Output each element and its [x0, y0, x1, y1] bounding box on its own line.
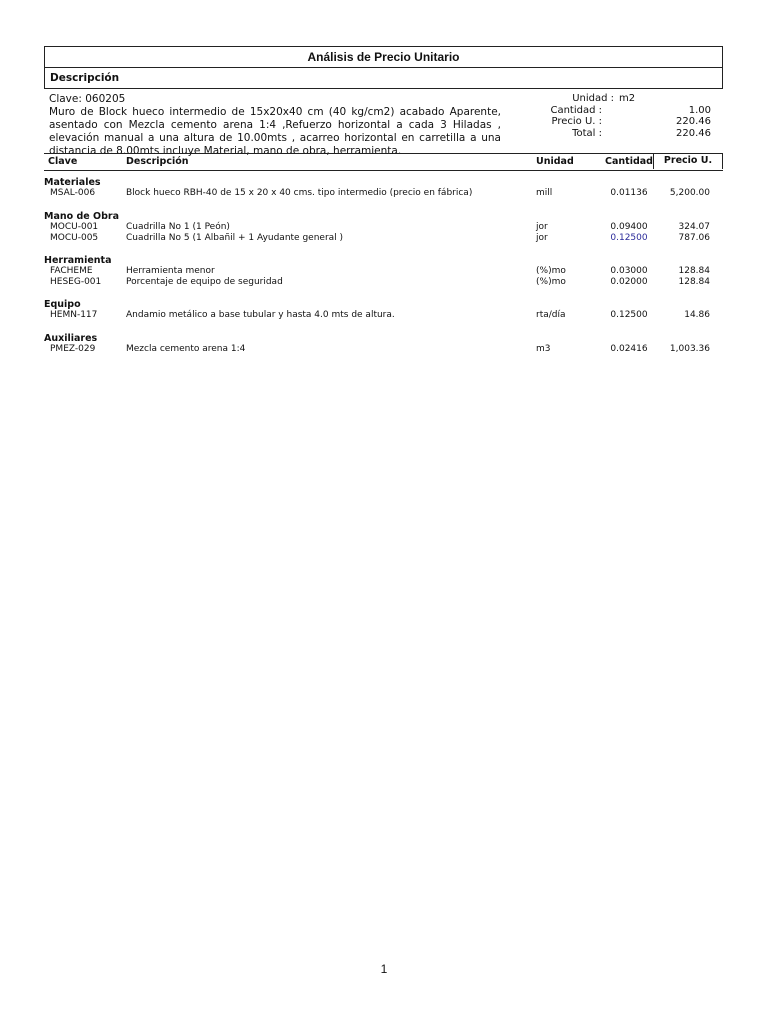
analysis-sheet	[44, 46, 723, 355]
table-row	[44, 310, 723, 321]
row-unidad: rta/día	[536, 310, 566, 320]
row-clave: HESEG-001	[50, 277, 102, 287]
row-unidad: (%)mo	[536, 277, 566, 287]
row-descripcion: Andamio metálico a base tubular y hasta 4.0 mts de altura.	[126, 310, 395, 320]
row-cantidad: 0.02000	[610, 277, 648, 287]
row-cantidad: 0.01136	[610, 188, 648, 198]
table-row	[44, 266, 723, 277]
summary-cantidad	[514, 105, 714, 117]
section-equipo	[44, 299, 723, 321]
row-descripcion: Cuadrilla No 1 (1 Peón)	[126, 222, 230, 232]
column-header-precio: Precio U.	[653, 153, 723, 169]
row-unidad: mill	[536, 188, 553, 198]
row-clave: FACHEME	[50, 266, 93, 276]
section-herramienta	[44, 255, 723, 288]
description-line: Muro de Block hueco intermedio de 15x20x40 cm (40 kg/cm2) acabado Aparente,	[49, 106, 501, 118]
row-descripcion: Block hueco RBH-40 de 15 x 20 x 40 cms. tipo intermedio (precio en fábrica)	[126, 188, 473, 198]
table-row	[44, 344, 723, 355]
section-title: Herramienta	[44, 255, 112, 266]
row-unidad: jor	[536, 233, 548, 243]
concept-header	[44, 89, 723, 157]
unidad-label: Unidad :	[572, 93, 614, 104]
unidad-value: m2	[619, 93, 636, 104]
row-unidad: jor	[536, 222, 548, 232]
column-header-descripcion: Descripción	[126, 156, 189, 167]
row-unidad: (%)mo	[536, 266, 566, 276]
summary-total	[514, 128, 714, 140]
row-precio: 787.06	[678, 233, 710, 243]
row-cantidad: 0.12500	[610, 233, 648, 243]
column-header-clave: Clave	[48, 156, 78, 167]
row-cantidad: 0.02416	[610, 344, 648, 354]
section-materiales	[44, 177, 723, 199]
concept-description	[49, 106, 501, 158]
section-mano-de-obra	[44, 211, 723, 244]
page-number: 1	[380, 962, 388, 976]
table-row	[44, 233, 723, 244]
column-header-cantidad: Cantidad	[605, 156, 653, 167]
row-precio: 1,003.36	[669, 344, 710, 354]
row-clave: HEMN-117	[50, 310, 98, 320]
section-title: Materiales	[44, 177, 101, 188]
description-line: elevación manual a una altura de 10.00mts , acarreo horizontal en carretilla a una	[49, 132, 501, 144]
concept-summary	[514, 93, 714, 139]
section-title: Equipo	[44, 299, 81, 310]
description-section-label: Descripción	[44, 68, 723, 89]
row-clave: MOCU-001	[50, 222, 99, 232]
total-value: 220.46	[676, 127, 711, 139]
summary-precio	[514, 116, 714, 128]
row-precio: 5,200.00	[669, 188, 710, 198]
summary-unidad	[514, 93, 714, 105]
row-precio: 128.84	[678, 277, 710, 287]
row-descripcion: Herramienta menor	[126, 266, 215, 276]
total-label: Total :	[572, 127, 602, 139]
row-cantidad: 0.09400	[610, 222, 648, 232]
precio-label: Precio U. :	[551, 116, 602, 127]
row-unidad: m3	[536, 344, 551, 354]
cantidad-label: Cantidad :	[550, 104, 602, 116]
precio-value: 220.46	[676, 116, 711, 127]
row-clave: PMEZ-029	[50, 344, 96, 354]
row-descripcion: Mezcla cemento arena 1:4	[126, 344, 246, 354]
row-precio: 14.86	[684, 310, 710, 320]
row-cantidad: 0.12500	[610, 310, 648, 320]
row-descripcion: Cuadrilla No 5 (1 Albañil + 1 Ayudante general )	[126, 233, 344, 243]
row-precio: 128.84	[678, 266, 710, 276]
row-precio: 324.07	[678, 222, 710, 232]
row-descripcion: Porcentaje de equipo de seguridad	[126, 277, 283, 287]
description-line: asentado con Mezcla cemento arena 1:4 ,Refuerzo horizontal a cada 3 Hiladas ,	[49, 119, 501, 131]
section-auxiliares	[44, 333, 723, 355]
row-clave: MSAL-006	[50, 188, 96, 198]
row-clave: MOCU-005	[50, 233, 99, 243]
row-cantidad: 0.03000	[610, 266, 648, 276]
section-title: Mano de Obra	[44, 211, 119, 222]
section-title: Auxiliares	[44, 333, 98, 344]
table-header	[44, 153, 723, 171]
description-line: distancia de 8.00mts incluye Material, mano de obra, herramienta.	[49, 145, 402, 157]
table-row	[44, 188, 723, 199]
concept-clave: Clave: 060205	[49, 93, 126, 105]
cantidad-value: 1.00	[688, 104, 711, 116]
table-row	[44, 222, 723, 233]
table-row	[44, 277, 723, 288]
column-header-unidad: Unidad	[536, 156, 574, 167]
document-title: Análisis de Precio Unitario	[44, 46, 723, 68]
